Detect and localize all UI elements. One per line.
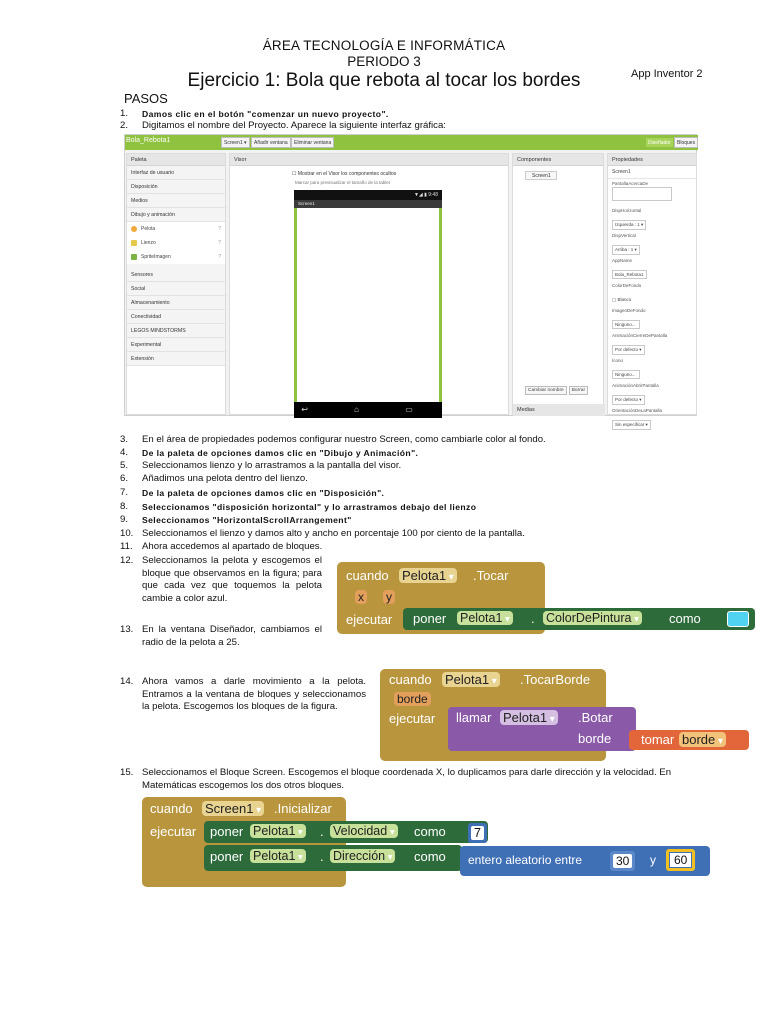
palette-item-canvas[interactable] (127, 236, 225, 250)
property-input[interactable]: Ninguno... (612, 320, 640, 329)
app-inventor-topbar (125, 135, 698, 150)
step-text: Seleccionamos "HorizontalScrollArrangement" (142, 515, 352, 525)
viewer-header: Visor (230, 154, 508, 166)
pasos-heading: PASOS (124, 91, 168, 106)
block-param-x[interactable]: x (355, 590, 367, 604)
block-random-integer[interactable] (460, 846, 710, 876)
block-set-label: poner (210, 824, 244, 839)
property-label: AnimaciónCierreDePantalla (612, 333, 668, 338)
palette-category-connectivity[interactable]: Conectividad (127, 310, 225, 324)
block-do-label: ejecutar (389, 711, 436, 726)
number-block-to[interactable] (666, 849, 695, 871)
viewer-panel (229, 153, 509, 415)
block-set-property[interactable]: Velocidad ▾ (330, 824, 398, 838)
property-dropdown[interactable]: Por defecto ▾ (612, 345, 645, 355)
block-when-label: cuando (346, 568, 389, 583)
palette-item-imagesprite[interactable] (127, 250, 225, 264)
block-event-label: .TocarBorde (520, 672, 591, 687)
color-value: Blanco (617, 297, 632, 302)
block-component-dropdown[interactable]: Pelota1 ▾ (442, 672, 500, 687)
sprite-icon (131, 254, 137, 260)
components-panel (512, 153, 604, 415)
block-get-borde[interactable] (629, 730, 749, 750)
property-label: AnimaciónAbrirPantalla (612, 383, 659, 388)
property-label: ImagenDeFondo (612, 308, 646, 313)
palette-item-ball[interactable] (127, 222, 225, 236)
block-do-label: ejecutar (346, 612, 393, 627)
property-background-color (608, 281, 696, 306)
step-number: 5. (120, 460, 129, 471)
step-number: 10. (120, 528, 134, 539)
delete-button[interactable]: Borrar (569, 386, 588, 395)
property-label: ColorDeFondo (612, 283, 642, 288)
color-swatch[interactable] (727, 611, 749, 627)
block-pelota-tocar[interactable] (337, 562, 755, 634)
block-param-y[interactable]: y (383, 590, 395, 604)
block-method-label: .Botar (578, 710, 613, 725)
header-period: PERIODO 3 (347, 54, 421, 69)
property-dropdown[interactable]: Sin especificar ▾ (612, 420, 651, 430)
palette-category-lego[interactable]: LEGOS MINDSTORMS (127, 324, 225, 338)
palette-item-label: Pelota (141, 226, 156, 232)
property-textarea[interactable] (612, 187, 672, 201)
number-value: 30 (613, 854, 632, 868)
canvas-icon (131, 240, 137, 246)
step-number: 11. (120, 541, 133, 552)
block-as-label: como (669, 611, 701, 626)
step-14-number: 14. (120, 676, 134, 687)
block-call-bounce[interactable] (448, 707, 636, 751)
step-13-text: En la ventana Diseñador, cambiamos el radio de la pelota a 25. (142, 624, 322, 648)
block-component-dropdown[interactable]: Screen1 ▾ (202, 801, 264, 816)
properties-panel (607, 153, 697, 427)
block-call-label: llamar (456, 710, 492, 725)
step-15-number: 15. (120, 767, 134, 778)
block-set-component[interactable]: Pelota1 ▾ (457, 611, 513, 625)
block-set-color[interactable]: poner Pelota1 ▾ . ColorDePintura ▾ como (403, 608, 755, 630)
palette-category-drawing[interactable]: Dibujo y animación (127, 208, 225, 222)
blocks-button[interactable]: Bloques (674, 137, 698, 148)
block-and-label: y (650, 853, 656, 867)
property-app-name (608, 256, 696, 281)
palette-category-sensors[interactable]: Sensores (127, 268, 225, 282)
component-buttons (525, 386, 590, 395)
app-inventor-screenshot (124, 134, 697, 427)
property-label: AppName (612, 258, 633, 263)
palette-item-label: SpriteImagen (141, 254, 171, 260)
help-icon[interactable]: ? (218, 254, 221, 260)
palette-category-social[interactable]: Social (127, 282, 225, 296)
property-dropdown[interactable]: Arriba : 1 ▾ (612, 245, 640, 255)
components-header: Componentes (513, 154, 603, 166)
palette-category-user-interface[interactable]: Interfaz de usuario (127, 166, 225, 180)
step-number: 1. (120, 108, 129, 119)
step-number: 8. (120, 501, 129, 512)
block-get-variable[interactable]: borde ▾ (679, 732, 726, 747)
step-12-number: 12. (120, 555, 134, 566)
block-arg-label: borde (578, 731, 612, 746)
block-call-component[interactable]: Pelota1 ▾ (500, 710, 558, 725)
palette-category-extension[interactable]: Extensión (127, 352, 225, 366)
step-text: De la paleta de opciones damos clic en "Dibujo y Animación". (142, 448, 419, 458)
phone-nav-bar: ↩ ⌂ ▭ (301, 405, 435, 414)
property-label: DispVertical (612, 233, 636, 238)
checkbox-label: Mostrar en el Visor los componentes ocultos (297, 171, 397, 177)
block-event-label: .Inicializar (274, 801, 332, 816)
ball-icon (131, 226, 137, 232)
step-text: Digitamos el nombre del Proyecto. Aparece la siguiente interfaz gráfica: (142, 120, 446, 131)
property-input[interactable]: Bola_Rebota1 (612, 270, 647, 279)
palette-category-experimental[interactable]: Experimental (127, 338, 225, 352)
property-input[interactable]: Ninguno... (612, 370, 640, 379)
add-screen-button[interactable]: Añadir ventana (251, 137, 291, 148)
block-do-label: ejecutar (150, 824, 197, 839)
palette-category-media[interactable]: Medios (127, 194, 225, 208)
color-picker[interactable]: ▢ Blanco (612, 296, 640, 304)
block-random-label: entero aleatorio entre (468, 853, 583, 867)
number-value: 7 (471, 826, 484, 840)
block-as-label: como (414, 824, 446, 839)
palette-panel (126, 153, 226, 415)
app-inventor-badge: App Inventor 2 (631, 68, 703, 80)
step-number: 4. (120, 447, 129, 458)
step-number: 9. (120, 514, 129, 525)
media-header: Medias (513, 404, 605, 416)
block-set-component[interactable]: Pelota1 ▾ (250, 849, 306, 863)
palette-item-label: Lienzo (141, 240, 156, 246)
show-hidden-checkbox[interactable]: ☐ Mostrar en el Visor los componentes ocultos (292, 171, 397, 177)
block-pelota-tocarborde[interactable] (380, 669, 752, 761)
property-screen-orientation (608, 406, 696, 431)
property-label: Ícono (612, 358, 624, 363)
step-13-number: 13. (120, 624, 134, 635)
block-when-label: cuando (389, 672, 432, 687)
help-icon[interactable]: ? (218, 226, 221, 232)
block-screen-inicializar[interactable] (142, 797, 710, 887)
step-text: Seleccionamos lienzo y lo arrastramos a la pantalla del visor. (142, 460, 402, 471)
step-text: Ahora accedemos al apartado de bloques. (142, 541, 323, 552)
status-bar: ▼◢ ▮ 9:48 (294, 190, 442, 200)
tablet-preview-hint: Marcar para previsualizar el tamaño de la tablet (295, 180, 391, 185)
property-background-image (608, 306, 696, 331)
step-text: En el área de propiedades podemos configurar nuestro Screen, como cambiarle color al fondo. (142, 434, 546, 445)
number-block-from[interactable] (610, 851, 635, 871)
palette-header: Paleta (127, 154, 225, 166)
property-about-screen (608, 179, 696, 206)
step-number: 7. (120, 487, 129, 498)
block-set-direction[interactable]: poner Pelota1 ▾ . Dirección ▾ como (204, 845, 462, 871)
step-text: Añadimos una pelota dentro del lienzo. (142, 473, 308, 484)
component-tree-screen1[interactable]: Screen1 (525, 171, 557, 180)
step-number: 6. (120, 473, 129, 484)
block-as-label: como (414, 849, 446, 864)
help-icon[interactable]: ? (218, 240, 221, 246)
property-label: DispHorizontal (612, 208, 642, 213)
property-align-vertical (608, 231, 696, 256)
property-open-animation (608, 381, 696, 406)
block-set-property[interactable]: ColorDePintura ▾ (543, 611, 642, 625)
rename-button[interactable]: Cambiar nombre (525, 386, 567, 395)
step-text: Seleccionamos el lienzo y damos alto y ancho en porcentaje 100 por ciento de la pantalla. (142, 528, 525, 539)
property-dropdown[interactable]: Por defecto ▾ (612, 395, 645, 405)
block-get-label: tomar (641, 732, 675, 747)
step-12-text: Seleccionamos la pelota y escogemos el bloque que observamos en la figura; para que cada vez que toquemos la pelota cambie a color azul. (142, 555, 322, 604)
screen-select-button[interactable]: Screen1 ▾ (221, 137, 250, 148)
step-text: Damos clic en el botón "comenzar un nuevo proyecto". (142, 109, 389, 119)
number-value: 60 (669, 852, 692, 868)
property-dropdown[interactable]: Izquierda : 1 ▾ (612, 220, 646, 230)
properties-header: Propiedades (608, 154, 696, 166)
header-area-title: ÁREA TECNOLOGÍA E INFORMÁTICA (262, 38, 506, 53)
exercise-title: Ejercicio 1: Bola que rebota al tocar los bordes (187, 70, 581, 91)
block-set-label: poner (210, 849, 244, 864)
property-close-animation (608, 331, 696, 356)
screen-canvas[interactable] (294, 208, 442, 402)
step-number: 2. (120, 120, 129, 131)
screen-title-bar: Screen1 (294, 200, 442, 208)
project-name: Bola_Rebota1 (126, 137, 171, 144)
property-label: OrientaciónDeLaPantalla (612, 408, 663, 413)
step-text: Seleccionamos "disposición horizontal" y lo arrastramos debajo del lienzo (142, 502, 477, 512)
step-15-text: Seleccionamos el Bloque Screen. Escogemos el bloque coordenada X, lo duplicamos para darle dirección y la velocidad. En Matemáticas escogemos los dos otros bloques. (142, 767, 672, 791)
property-icon (608, 356, 696, 381)
palette-category-storage[interactable]: Almacenamiento (127, 296, 225, 310)
block-set-component[interactable]: Pelota1 ▾ (250, 824, 306, 838)
block-set-velocity[interactable]: poner Pelota1 ▾ . Velocidad ▾ como 7 (204, 821, 488, 843)
remove-screen-button[interactable]: Eliminar ventana (291, 137, 334, 148)
block-set-label: poner (413, 611, 447, 626)
step-text: De la paleta de opciones damos clic en "Disposición". (142, 488, 385, 498)
block-set-property[interactable]: Dirección ▾ (330, 849, 395, 863)
block-event-label: .Tocar (473, 568, 509, 583)
block-param-borde[interactable]: borde (394, 692, 431, 706)
step-14-text: Ahora vamos a darle movimiento a la pelota. Entramos a la ventana de bloques y seleccionamos la pelota. Escogemos los bloques de la figura. (142, 676, 366, 712)
property-label: PantallaAcercaDe (612, 181, 649, 186)
block-when-label: cuando (150, 801, 193, 816)
palette-category-layout[interactable]: Disposición (127, 180, 225, 194)
block-component-dropdown[interactable]: Pelota1 ▾ (399, 568, 457, 583)
selected-component-name: Screen1 (608, 166, 696, 179)
designer-button[interactable]: Diseñador (645, 137, 674, 148)
number-block-7[interactable] (468, 823, 487, 843)
phone-preview (294, 190, 442, 418)
step-number: 3. (120, 434, 129, 445)
property-align-horizontal (608, 206, 696, 231)
